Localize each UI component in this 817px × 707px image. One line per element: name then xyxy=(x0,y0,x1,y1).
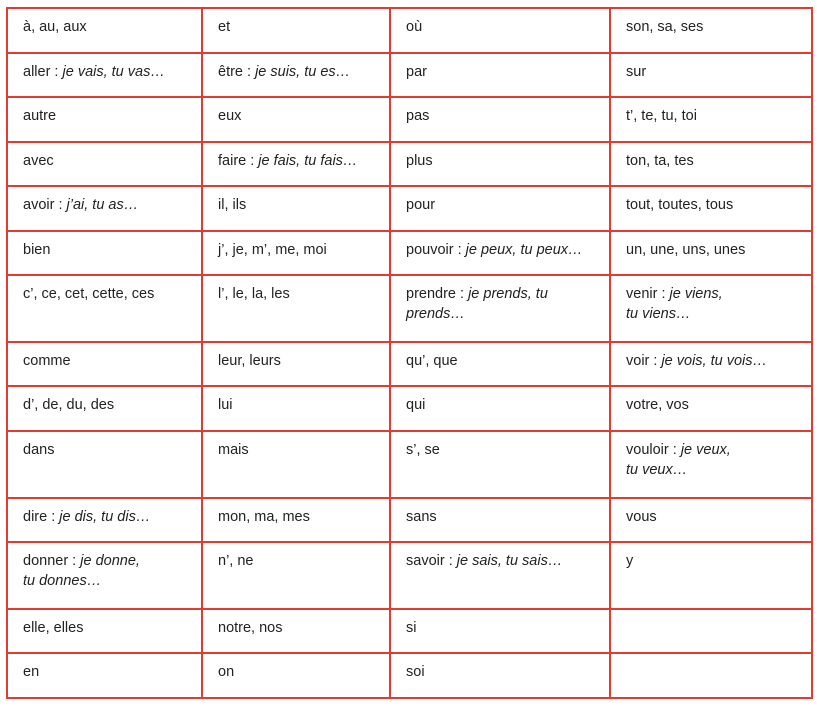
word-text: qu’, que xyxy=(406,352,458,369)
word-text: par xyxy=(406,63,427,80)
table-cell xyxy=(7,53,202,98)
word-text: pas xyxy=(406,108,430,125)
table-cell xyxy=(202,431,390,498)
table-cell xyxy=(390,431,610,498)
table-cell xyxy=(7,653,202,698)
conjugation-example: je prends, tu xyxy=(468,286,548,303)
table-cell xyxy=(610,498,812,543)
table-cell xyxy=(610,231,812,276)
word-text: vous xyxy=(626,508,657,525)
table-row xyxy=(7,142,812,187)
conjugation-example: je donne, xyxy=(80,553,140,570)
conjugation-example: je sais, tu sais… xyxy=(456,553,563,570)
word-text: bien xyxy=(23,241,51,258)
conjugation-example: j’ai, tu as… xyxy=(66,197,139,214)
table-cell xyxy=(610,186,812,231)
conjugation-example: je peux, tu peux… xyxy=(465,241,583,258)
table-cell xyxy=(390,186,610,231)
table-cell xyxy=(390,53,610,98)
word-text: si xyxy=(406,619,417,636)
table-cell xyxy=(610,275,812,342)
table-cell xyxy=(610,97,812,142)
conjugation-example: je veux, xyxy=(680,441,731,458)
word-text: autre xyxy=(23,108,57,125)
word-text: aller : xyxy=(23,63,63,80)
word-text: n’, ne xyxy=(218,553,254,570)
conjugation-example: tu viens… xyxy=(626,306,691,323)
word-text: son, sa, ses xyxy=(626,19,704,35)
table-cell xyxy=(202,342,390,387)
word-text: on xyxy=(218,664,235,681)
table-cell xyxy=(202,231,390,276)
word-text: voir : xyxy=(626,352,662,369)
word-text: en xyxy=(23,664,40,681)
word-text: dans xyxy=(23,441,55,458)
word-text: sur xyxy=(626,63,647,80)
word-text: eux xyxy=(218,108,242,125)
table-row xyxy=(7,8,812,53)
word-text: dire : xyxy=(23,508,60,525)
table-cell xyxy=(610,542,812,609)
word-text: j’, je, m’, me, moi xyxy=(218,241,327,258)
table-cell xyxy=(202,498,390,543)
word-text: avec xyxy=(23,152,54,169)
table-cell xyxy=(390,342,610,387)
table-cell xyxy=(7,186,202,231)
conjugation-example: tu veux… xyxy=(626,461,688,478)
conjugation-example: je fais, tu fais… xyxy=(258,152,358,169)
table-cell xyxy=(7,231,202,276)
word-text: ton, ta, tes xyxy=(626,152,694,169)
table-cell xyxy=(7,97,202,142)
conjugation-example: prends… xyxy=(406,306,465,323)
table-cell xyxy=(390,498,610,543)
table-cell xyxy=(610,386,812,431)
table-cell xyxy=(202,8,390,53)
table-cell xyxy=(610,609,812,654)
table-cell xyxy=(7,431,202,498)
word-text: qui xyxy=(406,397,426,414)
word-text: venir : xyxy=(626,286,670,303)
table-cell xyxy=(610,653,812,698)
table-cell xyxy=(390,653,610,698)
conjugation-example: je viens, xyxy=(669,286,723,303)
word-text: c’, ce, cet, cette, ces xyxy=(23,286,155,303)
table-row xyxy=(7,275,812,342)
table-cell xyxy=(202,142,390,187)
conjugation-example: tu donnes… xyxy=(23,573,102,590)
table-row xyxy=(7,186,812,231)
word-text: s’, se xyxy=(406,441,440,458)
word-text: lui xyxy=(218,397,233,414)
table-cell xyxy=(390,142,610,187)
word-text: pour xyxy=(406,197,436,214)
table-cell xyxy=(7,8,202,53)
table-row xyxy=(7,609,812,654)
word-text: d’, de, du, des xyxy=(23,397,115,414)
table-row xyxy=(7,498,812,543)
word-text: comme xyxy=(23,352,71,369)
word-text: et xyxy=(218,19,231,35)
word-text: votre, vos xyxy=(626,397,689,414)
table-row xyxy=(7,53,812,98)
conjugation-example: je vois, tu vois… xyxy=(661,352,768,369)
word-text: vouloir : xyxy=(626,441,681,458)
word-text: plus xyxy=(406,152,433,169)
conjugation-example: je suis, tu es… xyxy=(255,63,351,80)
table-body xyxy=(7,8,812,698)
table-row xyxy=(7,431,812,498)
conjugation-example: je dis, tu dis… xyxy=(59,508,151,525)
table-row xyxy=(7,653,812,698)
word-text: notre, nos xyxy=(218,619,283,636)
table-cell xyxy=(390,275,610,342)
table-cell xyxy=(390,542,610,609)
word-text: leur, leurs xyxy=(218,352,281,369)
table-cell xyxy=(610,431,812,498)
table-row xyxy=(7,386,812,431)
word-text: il, ils xyxy=(218,197,247,214)
word-text: mais xyxy=(218,441,249,458)
table-cell xyxy=(202,609,390,654)
word-text: faire : xyxy=(218,152,259,169)
word-text: elle, elles xyxy=(23,619,84,636)
word-list-table xyxy=(6,7,813,699)
table-cell xyxy=(7,386,202,431)
table-cell xyxy=(7,342,202,387)
word-text: un, une, uns, unes xyxy=(626,241,746,258)
table-cell xyxy=(202,186,390,231)
table-cell xyxy=(610,53,812,98)
word-text: prendre : xyxy=(406,286,469,303)
word-text: avoir : xyxy=(23,197,67,214)
table-cell xyxy=(390,231,610,276)
word-text: à, au, aux xyxy=(23,19,87,35)
word-text: mon, ma, mes xyxy=(218,508,310,525)
table-cell xyxy=(202,542,390,609)
word-text: donner : xyxy=(23,553,81,570)
word-text: être : xyxy=(218,63,256,80)
table-cell xyxy=(7,142,202,187)
table-cell xyxy=(202,386,390,431)
conjugation-example: je vais, tu vas… xyxy=(62,63,165,80)
table-row xyxy=(7,231,812,276)
table-cell xyxy=(390,97,610,142)
word-text: pouvoir : xyxy=(406,241,466,258)
table-cell xyxy=(390,609,610,654)
word-text: savoir : xyxy=(406,553,457,570)
table-cell xyxy=(7,609,202,654)
table-row xyxy=(7,97,812,142)
word-text: soi xyxy=(406,664,425,681)
word-text: y xyxy=(626,553,634,570)
table-cell xyxy=(7,498,202,543)
table-cell xyxy=(202,53,390,98)
word-text: t’, te, tu, toi xyxy=(626,108,697,125)
word-text: sans xyxy=(406,508,437,525)
table-cell xyxy=(610,142,812,187)
table-cell xyxy=(7,275,202,342)
table-cell xyxy=(610,342,812,387)
table-cell xyxy=(202,653,390,698)
table-cell xyxy=(202,275,390,342)
word-text: où xyxy=(406,19,423,35)
table-row xyxy=(7,342,812,387)
table-cell xyxy=(202,97,390,142)
table-cell xyxy=(7,542,202,609)
word-text: l’, le, la, les xyxy=(218,286,290,303)
table-cell xyxy=(610,8,812,53)
table-cell xyxy=(390,386,610,431)
table-row xyxy=(7,542,812,609)
word-text: tout, toutes, tous xyxy=(626,197,734,214)
table-cell xyxy=(390,8,610,53)
